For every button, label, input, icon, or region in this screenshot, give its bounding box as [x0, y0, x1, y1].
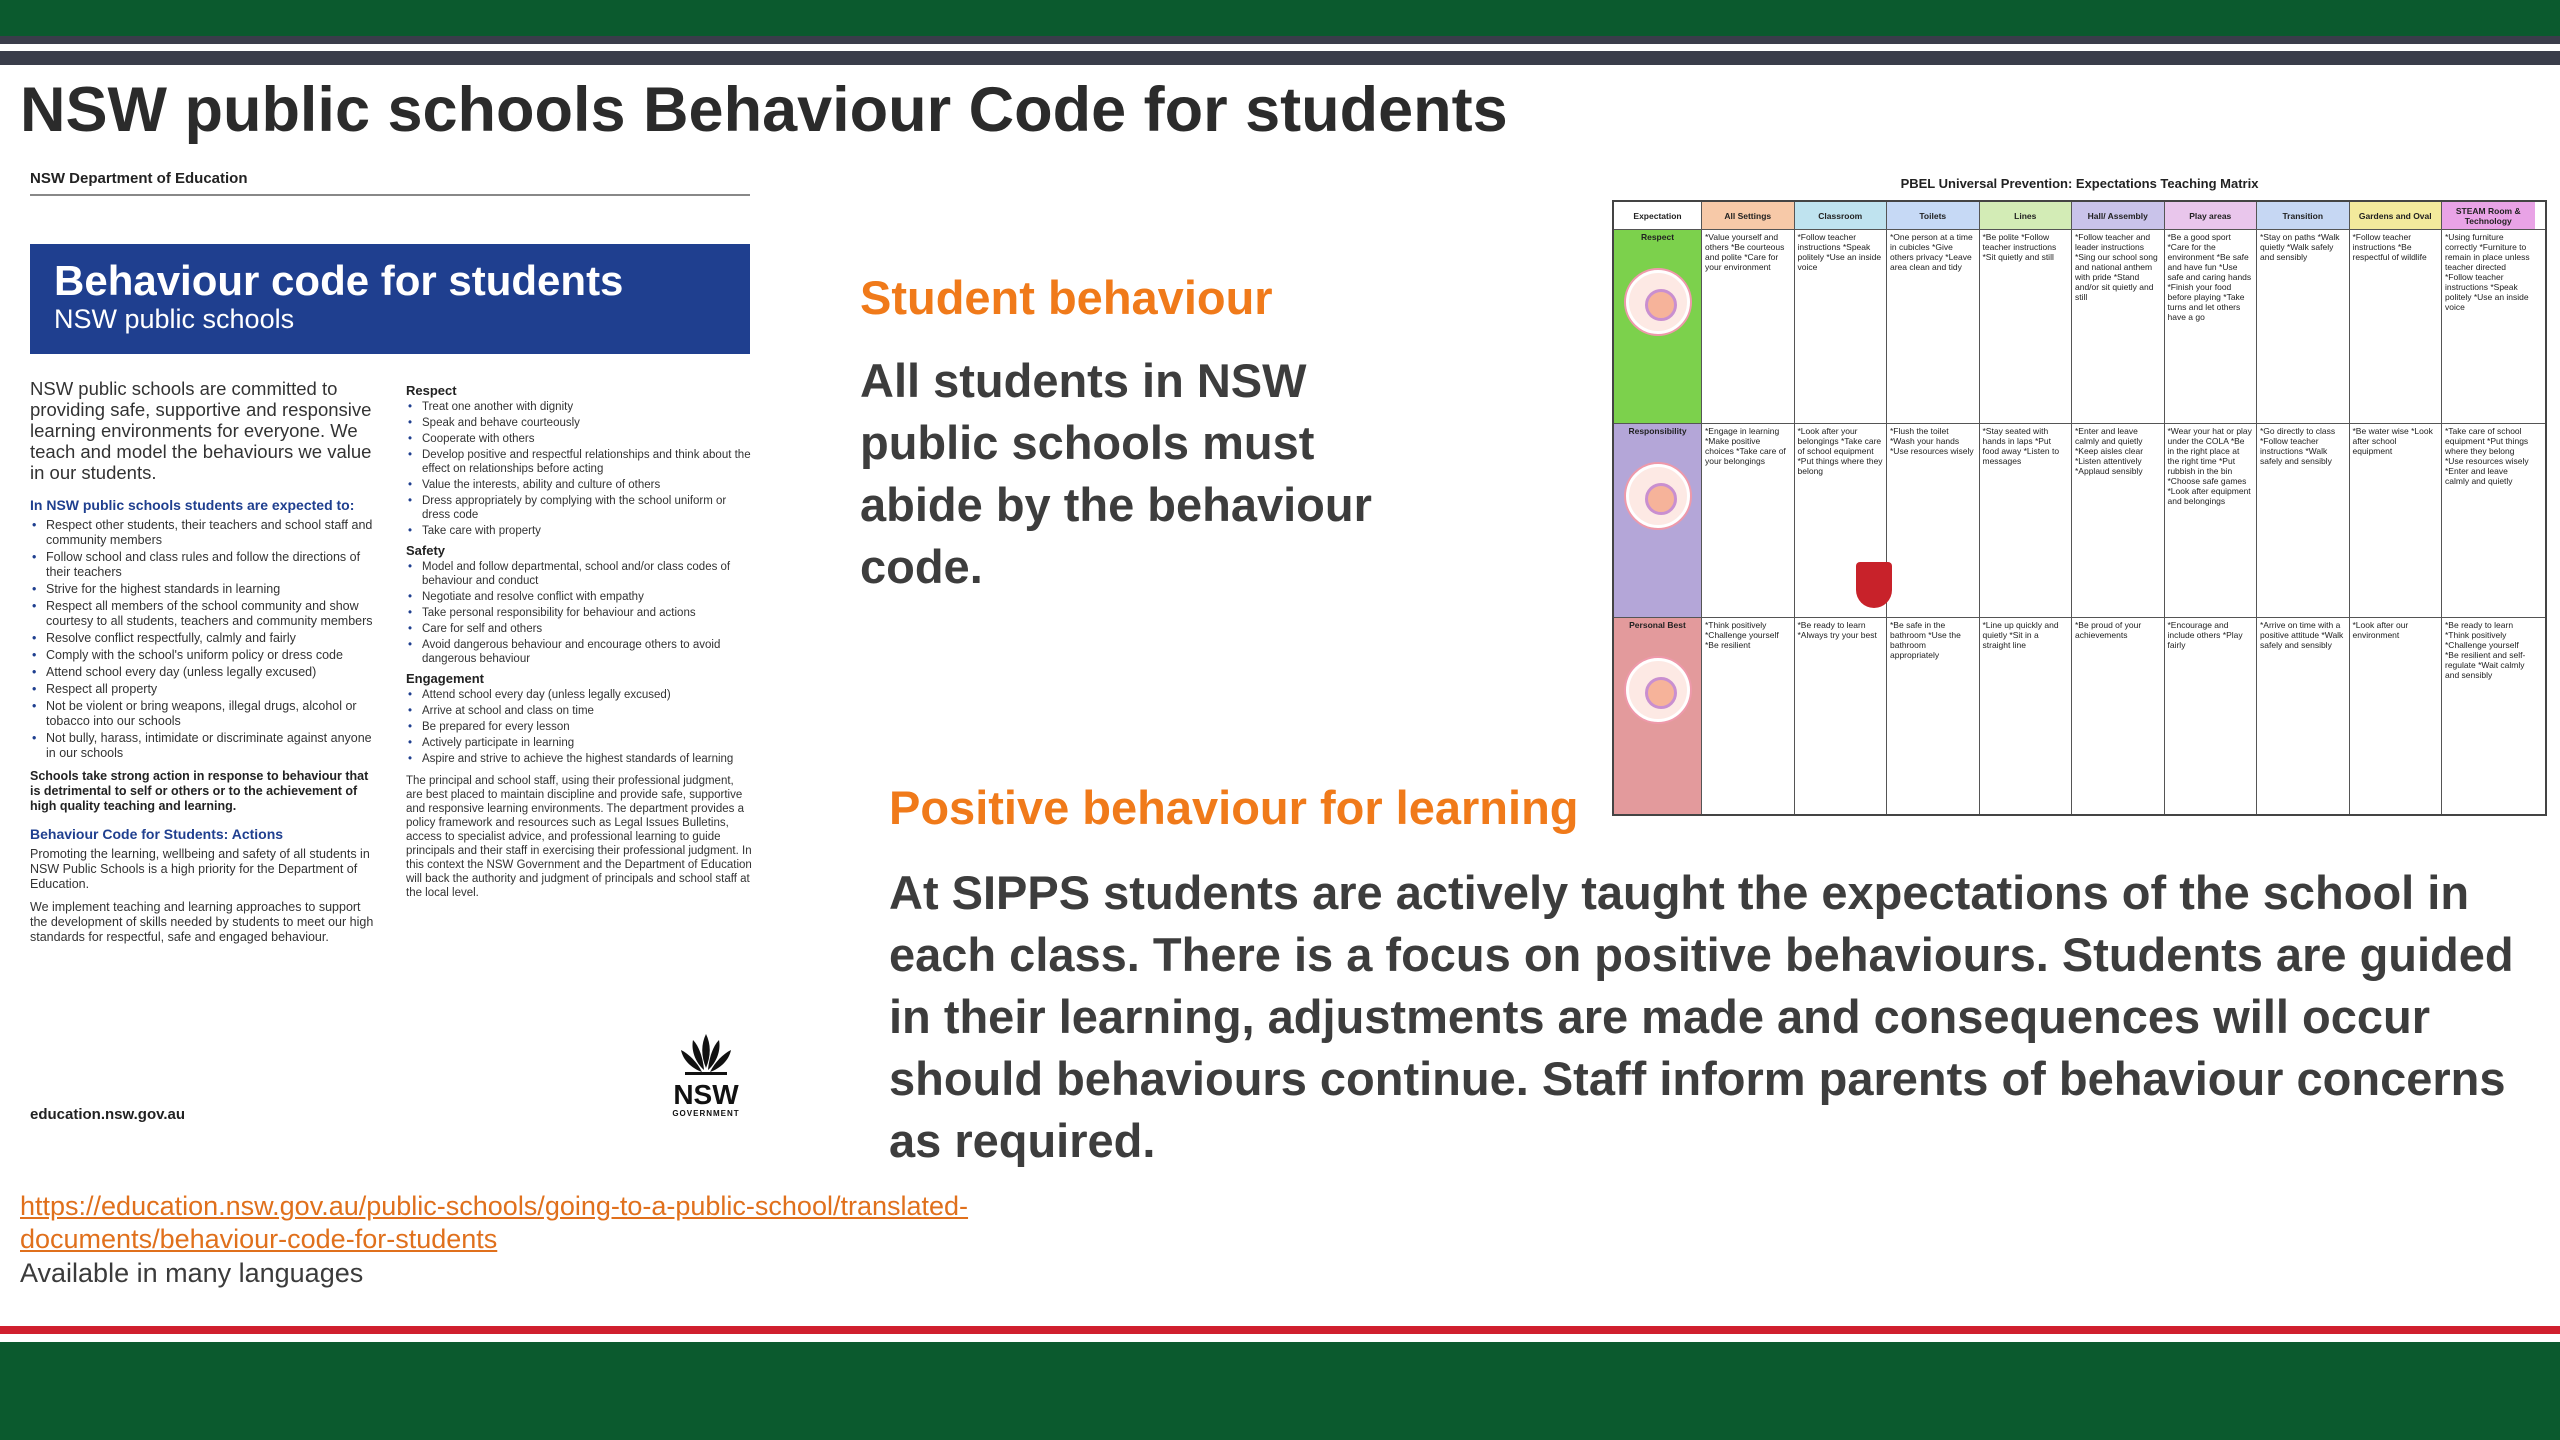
document-safety-list	[406, 560, 752, 666]
list-item: • Not be violent or bring weapons, illegal drugs, alcohol or tobacco into our schools	[30, 699, 380, 729]
expectation-badge-icon	[1626, 464, 1690, 528]
student-behaviour-body: All students in NSW public schools must abide by the behaviour code.	[860, 354, 1372, 593]
matrix-cell: *Think positively *Challenge yourself *Be resilient	[1702, 618, 1795, 814]
document-strong-action: Schools take strong action in response to behaviour that is detrimental to self or others or to the achievement of high quality teaching and learning.	[30, 769, 369, 813]
behaviour-code-document	[30, 166, 752, 1128]
matrix-header-cell: Classroom	[1795, 202, 1888, 229]
list-item: • Attend school every day (unless legally excused)	[406, 688, 752, 702]
matrix-cell: *Be water wise *Look after school equipment	[2350, 424, 2443, 617]
pbl-heading: Positive behaviour for learning	[889, 781, 1579, 834]
list-item: • Avoid dangerous behaviour and encourage others to avoid dangerous behaviour	[406, 638, 752, 666]
expectation-badge-icon	[1626, 270, 1690, 334]
matrix-cell: *Using furniture correctly *Furniture to remain in place unless teacher directed *Follow teacher instructions *Speak politely *Use an inside voice	[2445, 232, 2530, 312]
matrix-header-cell: All Settings	[1702, 202, 1795, 229]
matrix-expectation-label: Personal Best	[1629, 620, 1686, 630]
translated-documents-link[interactable]: https://education.nsw.gov.au/public-schools/going-to-a-public-school/translated-documents/behaviour-code-for-students	[20, 1191, 969, 1254]
matrix-cell: *Follow teacher and leader instructions *Sing our school song and national anthem with pride *Stand and/or sit quietly and still	[2072, 230, 2165, 423]
matrix-cell: *Be proud of your achievements	[2072, 618, 2165, 814]
list-item: • Not bully, harass, intimidate or discriminate against anyone in our schools	[30, 731, 380, 761]
matrix-cell: *Engage in learning *Make positive choices *Take care of your belongings	[1702, 424, 1795, 617]
matrix-cell: *Look after our environment	[2350, 618, 2443, 814]
document-expected-heading: In NSW public schools students are expected to:	[30, 497, 355, 513]
bottom-white-bar	[0, 1334, 2560, 1342]
document-footer-url: education.nsw.gov.au	[30, 1106, 186, 1123]
list-item: • Actively participate in learning	[406, 736, 752, 750]
list-item: • Negotiate and resolve conflict with empathy	[406, 590, 752, 604]
document-engagement-list	[406, 688, 752, 766]
nsw-waratah-logo	[660, 1032, 752, 1122]
list-item: • Cooperate with others	[406, 432, 752, 446]
document-safety-heading: Safety	[406, 543, 446, 558]
matrix-cell: *Follow teacher instructions *Be respectful of wildlife	[2350, 230, 2443, 423]
document-right-column	[406, 378, 752, 900]
list-item: • Respect all members of the school community and show courtesy to all students, teachers and community members	[30, 599, 380, 629]
list-item: • Be prepared for every lesson	[406, 720, 752, 734]
matrix-header-cell: Hall/ Assembly	[2072, 202, 2165, 229]
list-item: • Respect other students, their teachers and school staff and community members	[30, 518, 380, 548]
matrix-cell: *Enter and leave calmly and quietly *Keep aisles clear *Listen attentively *Applaud sensibly	[2072, 424, 2165, 617]
matrix-cell: *Wear your hat or play under the COLA *Be in the right place at the right time *Put rubbish in the bin *Choose safe games *Look after equipment and belongings	[2165, 424, 2258, 617]
list-item: • Follow school and class rules and follow the directions of their teachers	[30, 550, 380, 580]
student-behaviour-heading: Student behaviour	[860, 271, 1273, 324]
matrix-header-cell: Lines	[1980, 202, 2073, 229]
list-item: • Develop positive and respectful relationships and think about the effect on relationships before acting	[406, 448, 752, 476]
expectation-badge-icon	[1626, 658, 1690, 722]
list-item: • Dress appropriately by complying with the school uniform or dress code	[406, 494, 752, 522]
matrix-expectation-cell	[1614, 424, 1702, 617]
list-item: • Resolve conflict respectfully, calmly and fairly	[30, 631, 380, 646]
expectations-teaching-matrix	[1612, 200, 2547, 816]
matrix-cell: *Take care of school equipment *Put things where they belong *Use resources wisely *Enter and leave calmly and quietly	[2445, 426, 2529, 486]
document-left-column	[30, 378, 380, 945]
document-intro: NSW public schools are committed to providing safe, supportive and responsive learning environments for everyone. We teach and model the behaviours we value in our students.	[30, 378, 372, 483]
top-divider-line	[0, 36, 2560, 44]
list-item: • Treat one another with dignity	[406, 400, 752, 414]
matrix-header-cell: Play areas	[2165, 202, 2258, 229]
matrix-header-cell: Toilets	[1887, 202, 1980, 229]
matrix-expectation-cell	[1614, 618, 1702, 814]
matrix-cell: *Encourage and include others *Play fairly	[2165, 618, 2258, 814]
document-engagement-heading: Engagement	[406, 671, 485, 686]
languages-note: Available in many languages	[20, 1258, 364, 1288]
document-banner-title: Behaviour code for students	[54, 257, 624, 304]
school-crest-icon	[1856, 562, 1892, 608]
document-actions-heading: Behaviour Code for Students: Actions	[30, 826, 284, 842]
matrix-header-cell: STEAM Room & Technology	[2442, 202, 2535, 229]
document-banner	[30, 244, 750, 354]
bottom-green-bar	[0, 1342, 2560, 1440]
list-item: • Model and follow departmental, school and/or class codes of behaviour and conduct	[406, 560, 752, 588]
matrix-expectation-label: Respect	[1640, 232, 1675, 242]
list-item: • Attend school every day (unless legally excused)	[30, 665, 380, 680]
document-principal-text: The principal and school staff, using their professional judgment, are best placed to maintain discipline and provide safe, supportive and responsive learning environments. The department provides a policy framework and resources such as Legal Issues Bulletins, access to specialist advice, and professional learning to guide principals and their staff in exercising their professional judgment. In this context the NSW Government and the Department of Education will back the authority and judgment of principals and school staff at the local level.	[406, 775, 752, 899]
list-item: • Care for self and others	[406, 622, 752, 636]
matrix-cell: *One person at a time in cubicles *Give others privacy *Leave area clean and tidy	[1887, 230, 1980, 423]
list-item: • Take care with property	[406, 524, 752, 538]
matrix-cell: *Be a good sport *Care for the environment *Be safe and have fun *Use safe and caring hands *Finish your food before playing *Take turns and let others have a go	[2165, 230, 2258, 423]
matrix-cell: *Value yourself and others *Be courteous and polite *Care for your environment	[1702, 230, 1795, 423]
document-rule	[30, 194, 750, 196]
matrix-cell: *Stay on paths *Walk quietly *Walk safely and sensibly	[2257, 230, 2350, 423]
document-banner-subtitle: NSW public schools	[54, 304, 295, 334]
slide-title: NSW public schools Behaviour Code for students	[20, 75, 1508, 145]
list-item: • Strive for the highest standards in learning	[30, 582, 380, 597]
nsw-logo-text: NSW	[673, 1079, 739, 1110]
list-item: • Comply with the school's uniform policy or dress code	[30, 648, 380, 663]
matrix-cell: *Be ready to learn *Always try your best	[1795, 618, 1888, 814]
document-respect-list	[406, 400, 752, 538]
list-item: • Take personal responsibility for behaviour and actions	[406, 606, 752, 620]
matrix-cell: *Follow teacher instructions *Speak politely *Use an inside voice	[1795, 230, 1888, 423]
document-actions-text-2: We implement teaching and learning approaches to support the development of skills needed by students to meet our high standards for respectful, safe and engaged behaviour.	[30, 900, 374, 944]
matrix-row	[1614, 424, 2545, 618]
matrix-cell: *Look after your belongings *Take care of school equipment *Put things where they belong	[1795, 424, 1888, 617]
document-respect-heading: Respect	[406, 383, 457, 398]
matrix-cell: *Go directly to class *Follow teacher instructions *Walk safely and sensibly	[2257, 424, 2350, 617]
document-actions-text-1: Promoting the learning, wellbeing and safety of all students in NSW Public Schools is a high priority for the Department of Education.	[30, 847, 370, 891]
document-expected-list	[30, 518, 380, 761]
matrix-row	[1614, 618, 2545, 814]
pbl-body: At SIPPS students are actively taught the expectations of the school in each class. There is a focus on positive behaviours. Students are guided in their learning, adjustments are made and consequences will occur should behaviours continue. Staff inform parents of behaviour concerns as required.	[889, 866, 2514, 1167]
matrix-cell: *Be ready to learn *Think positively *Challenge yourself *Be resilient and self-regulate *Wait calmly and sensibly	[2445, 620, 2526, 680]
matrix-cell: *Line up quickly and quietly *Sit in a straight line	[1980, 618, 2073, 814]
waratah-icon	[671, 1032, 741, 1076]
list-item: • Speak and behave courteously	[406, 416, 752, 430]
document-department: NSW Department of Education	[30, 170, 248, 187]
top-divider-line-thick	[0, 51, 2560, 65]
matrix-cell: *Be safe in the bathroom *Use the bathroom appropriately	[1887, 618, 1980, 814]
matrix-cell: *Flush the toilet *Wash your hands *Use resources wisely	[1887, 424, 1980, 617]
matrix-cell: *Stay seated with hands in laps *Put food away *Listen to messages	[1980, 424, 2073, 617]
list-item: • Respect all property	[30, 682, 380, 697]
matrix-cell: *Be polite *Follow teacher instructions *Sit quietly and still	[1980, 230, 2073, 423]
matrix-row	[1614, 230, 2545, 424]
bottom-red-bar	[0, 1326, 2560, 1334]
top-green-bar	[0, 0, 2560, 36]
matrix-header-cell: Transition	[2257, 202, 2350, 229]
list-item: • Value the interests, ability and culture of others	[406, 478, 752, 492]
matrix-expectation-label: Responsibility	[1628, 426, 1687, 436]
nsw-logo-subtext: GOVERNMENT	[672, 1109, 740, 1118]
list-item: • Arrive at school and class on time	[406, 704, 752, 718]
list-item: • Aspire and strive to achieve the highest standards of learning	[406, 752, 752, 766]
matrix-header-cell: Gardens and Oval	[2350, 202, 2443, 229]
matrix-header-row	[1614, 202, 2545, 230]
matrix-expectation-cell	[1614, 230, 1702, 423]
matrix-cell: *Arrive on time with a positive attitude *Walk safely and sensibly	[2257, 618, 2350, 814]
matrix-header-cell: Expectation	[1614, 202, 1702, 229]
matrix-title: PBEL Universal Prevention: Expectations Teaching Matrix	[1900, 176, 2259, 191]
